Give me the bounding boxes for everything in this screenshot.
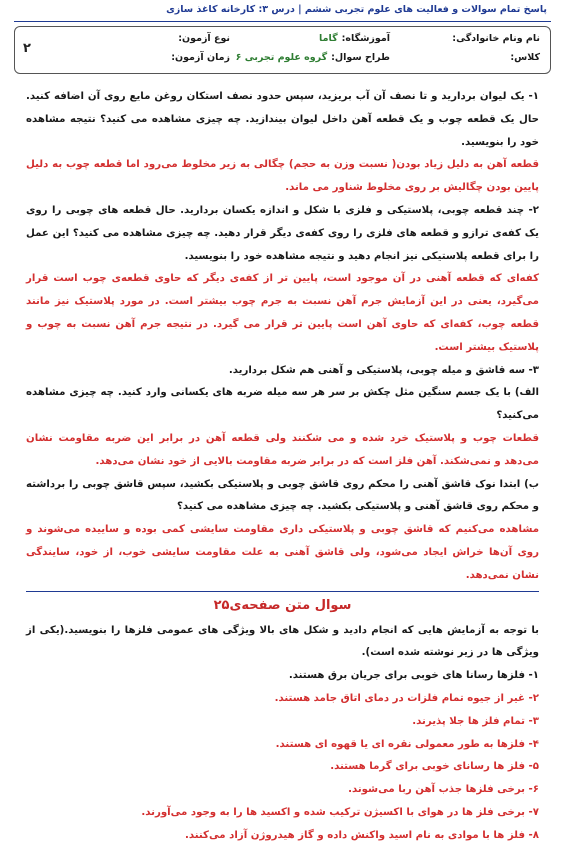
- school-value: گاما: [319, 33, 338, 44]
- main-content: [26, 86, 539, 848]
- title-underline: [14, 21, 551, 22]
- class-field: [390, 52, 540, 70]
- metal-properties-list: [26, 665, 539, 847]
- name-field: [390, 33, 540, 51]
- exam-header-box: [14, 26, 551, 74]
- exam-time-label: زمان آزمون:: [171, 52, 230, 63]
- answer-2: کفه‌ای که قطعه آهنی در آن موجود است، پایین تر از کفه‌ی دیگر که حاوی قطعه‌ی چوب است قرار می‌گیرد، یعنی در این آزمایش جرم آهن نسبت به جرم چوب بیشتر است. در مورد پلاستیک نیز مانند قطعه چوب، کفه‌ای که حاوی آهن است پایین تر قرار می گیرد. در نتیجه جرم آهن نسبت به چوب و پلاستیک بیشتر است.: [26, 273, 539, 353]
- header-row-2: [25, 52, 540, 70]
- question-3: ۳- سه قاشق و میله چوبی، پلاستیکی و آهنی هم شکل بردارید.: [228, 364, 539, 376]
- question-3b: ب) ابتدا نوک قاشق آهنی را محکم روی قاشق چوبی و پلاستیکی بکشید، سپس قاشق چوبی را برداشته و محکم روی قاشق آهنی و پلاستیکی بکشید. چه چیزی مشاهده می کنید؟: [26, 478, 539, 513]
- name-label: نام ونام خانوادگی:: [452, 33, 540, 44]
- school-label: آموزشگاه:: [341, 33, 390, 44]
- exam-time-field: [80, 52, 230, 70]
- question-2: ۲- چند قطعه چوبی، پلاستیکی و فلزی با شکل و اندازه یکسان بردارید. حال قطعه های چوبی را روی یک کفه‌ی ترازو و قطعه های فلزی را روی کفه‌ی دیگر قرار دهید. چه چیزی مشاهده می کنید؟ این عمل را برای قطعه پلاستیکی نیز انجام دهید و نتیجه مشاهده خود را بنویسید.: [26, 204, 539, 262]
- section-divider: [26, 591, 539, 592]
- class-label: کلاس:: [510, 52, 540, 63]
- list-item: ۱- فلزها رسانا های خوبی برای جریان برق هستند.: [288, 670, 539, 682]
- answer-1: قطعه آهن به دلیل زیاد بودن( نسبت وزن به حجم) چگالی به زیر مخلوط می‌رود اما قطعه چوب به دلیل پایین بودن چگالیش بر روی مخلوط شناور می ماند.: [26, 159, 539, 194]
- page-number: ۲: [23, 41, 31, 56]
- question-1: ۱- یک لیوان بردارید و تا نصف آن آب بریزید، سپس حدود نصف استکان روغن مایع روی آن اضافه کنید. حال یک قطعه چوب و یک قطعه آهن داخل لیوان بیندازید. چه چیزی مشاهده می کنید؟ نتیجه مشاهده خود را بنویسید.: [26, 91, 539, 148]
- section-title: سوال متن صفحه‌ی۲۵: [213, 597, 352, 613]
- question-3a: الف) با یک جسم سنگین مثل چکش بر سر هر سه میله ضربه های یکسانی وارد کنید. چه چیزی مشاهده می‌کنید؟: [26, 387, 539, 422]
- list-item: ۸- فلز ها با موادی به نام اسید واکنش داده و گاز هیدروژن آزاد می‌کنند.: [184, 829, 539, 841]
- school-field: [230, 33, 390, 51]
- section-intro: با توجه به آزمایش هایی که انجام دادید و شکل های بالا ویژگی های عمومی فلزها را بنویسید.(یکی از ویژگی ها در زیر نوشته شده است).: [26, 624, 539, 659]
- list-item: ۵- فلز ها رسانای خوبی برای گرما هستند.: [330, 761, 539, 773]
- designer-field: [230, 52, 390, 70]
- answer-3b: مشاهده می‌کنیم که قاشق چوبی و پلاستیکی داری مقاومت سایشی کمی بوده و ساییده می‌شوند و روی آن‌ها خراش ایجاد می‌شود، ولی قاشق آهنی به علت مقاومت سایشی خوب، از خود، سایندگی نشان نمی‌دهد.: [26, 524, 539, 581]
- exam-type-label: نوع آزمون:: [178, 33, 230, 44]
- answer-3a: قطعات چوب و پلاستیک خرد شده و می شکنند ولی قطعه آهن در برابر این ضربه مقاومت نشان می‌دهد و نمی‌شکند. آهن فلز است که در برابر ضربه مقاومت بالایی از خود نشان می‌دهد.: [26, 432, 539, 467]
- page-top-title: پاسخ تمام سوالات و فعالیت های علوم تجربی ششم | درس ۳: کارخانه کاغذ سازی: [166, 4, 547, 15]
- designer-label: طراح سوال:: [331, 52, 390, 63]
- list-item: ۲- غیر از جیوه تمام فلزات در دمای اتاق جامد هستند.: [274, 692, 539, 704]
- designer-value: گروه علوم تجربی ۶: [235, 52, 328, 63]
- list-item: ۶- برخی فلزها جذب آهن ربا می‌شوند.: [348, 784, 539, 796]
- exam-type-field: [80, 33, 230, 51]
- list-item: ۷- برخی فلز ها در هوای با اکسیژن ترکیب شده و اکسید ها را به وجود می‌آورند.: [141, 806, 539, 818]
- header-row-1: [25, 33, 540, 51]
- list-item: ۴- فلزها به طور معمولی نقره ای یا قهوه ای هستند.: [275, 738, 539, 750]
- list-item: ۳- تمام فلز ها جلا پذیرند.: [412, 715, 539, 727]
